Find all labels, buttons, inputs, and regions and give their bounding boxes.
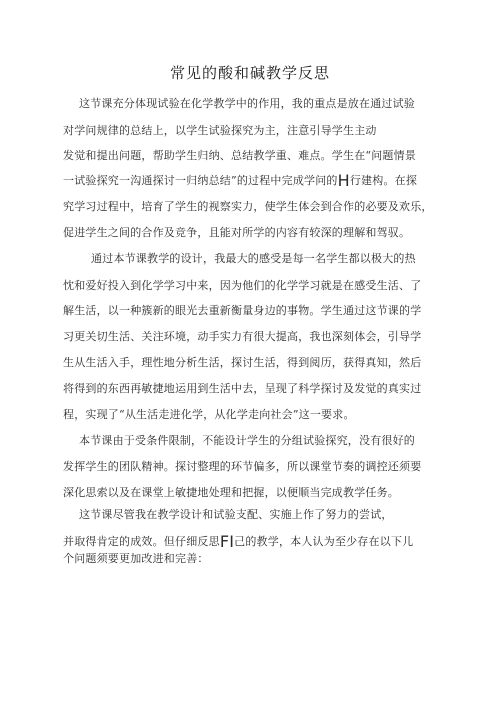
line-4-text-b: 行建构。在探 xyxy=(349,174,418,187)
paragraph-1-line-1: 这节课充分体现试验在化学教学中的作用，我的重点是放在通过试验 xyxy=(79,97,415,110)
paragraph-2-line-4: 习更关切生活、关注环境，动手实力有很大提高，我也深刻体会，引导学 xyxy=(63,330,422,343)
paragraph-4-line-2 xyxy=(63,532,414,551)
paragraph-1-line-4 xyxy=(63,171,418,190)
line-2-text-b: 己的教学，本人认为至少存在以下儿 xyxy=(234,535,414,548)
line-4-stray-glyph: H xyxy=(337,171,350,190)
paragraph-4-line-3: 个问题须要更加改进和完善： xyxy=(63,552,209,565)
paragraph-2-line-5: 生从生活入手，理性地分析生活，探讨生活，得到阅历，获得真知，然后 xyxy=(63,356,422,369)
paragraph-2-line-7: 程，实现了“从生活走进化学，从化学走向社会”这一要求。 xyxy=(63,408,355,421)
line-2-text-a: 并取得肯定的成效。但仔细反思 xyxy=(63,535,220,548)
document-title: 常见的酸和碱教学反思 xyxy=(169,64,330,82)
paragraph-3-line-1: 本节课由于受条件限制，不能设计学生的分组试验探究，没有很好的 xyxy=(79,434,415,447)
paragraph-4-line-1: 这节课尽管我在教学设计和试验支配、实施上作了努力的尝试， xyxy=(79,508,393,521)
paragraph-1-line-6: 促进学生之间的合作及竞争，且能对所学的内容有较深的理解和驾驭。 xyxy=(63,226,411,239)
paragraph-2-line-1: 通过本节课教学的设计，我最大的感受是每一名学生都以极大的热 xyxy=(91,252,416,265)
paragraph-3-line-2: 发挥学生的团队精神。探讨整理的环节偏多，所以课堂节奏的调控还须要 xyxy=(63,460,422,473)
line-4-text-a: 一试验探究一沟通探讨一归纳总结”的过程中完成学问的 xyxy=(63,174,338,187)
paragraph-2-line-2: 忱和爱好投入到化学学习中来，因为他们的化学学习就是在感受生活、了 xyxy=(63,279,422,292)
paragraph-1-line-3: 发觉和提出问题，帮助学生归纳、总结教学重、难点。学生在“问题情景 xyxy=(63,149,417,162)
paragraph-2-line-6: 将得到的东西再敏捷地运用到生活中去，呈现了科学探讨及发觉的真实过 xyxy=(63,382,422,395)
paragraph-2-line-3: 解生活，以一种簇新的眼光去重新衡量身边的事物。学生通过这节课的学 xyxy=(63,304,422,317)
line-2-stray-glyph: FI xyxy=(219,532,235,551)
paragraph-3-line-3: 深化思索以及在课堂上敏捷地处理和把握，以便顺当完成教学任务。 xyxy=(63,486,399,499)
paragraph-1-line-5: 究学习过程中，培育了学生的视察实力，使学生体会到合作的必要及欢乐， xyxy=(63,200,433,213)
paragraph-1-line-2: 对学问规律的总结上，以学生试验探究为主，注意引导学生主动 xyxy=(63,124,377,137)
